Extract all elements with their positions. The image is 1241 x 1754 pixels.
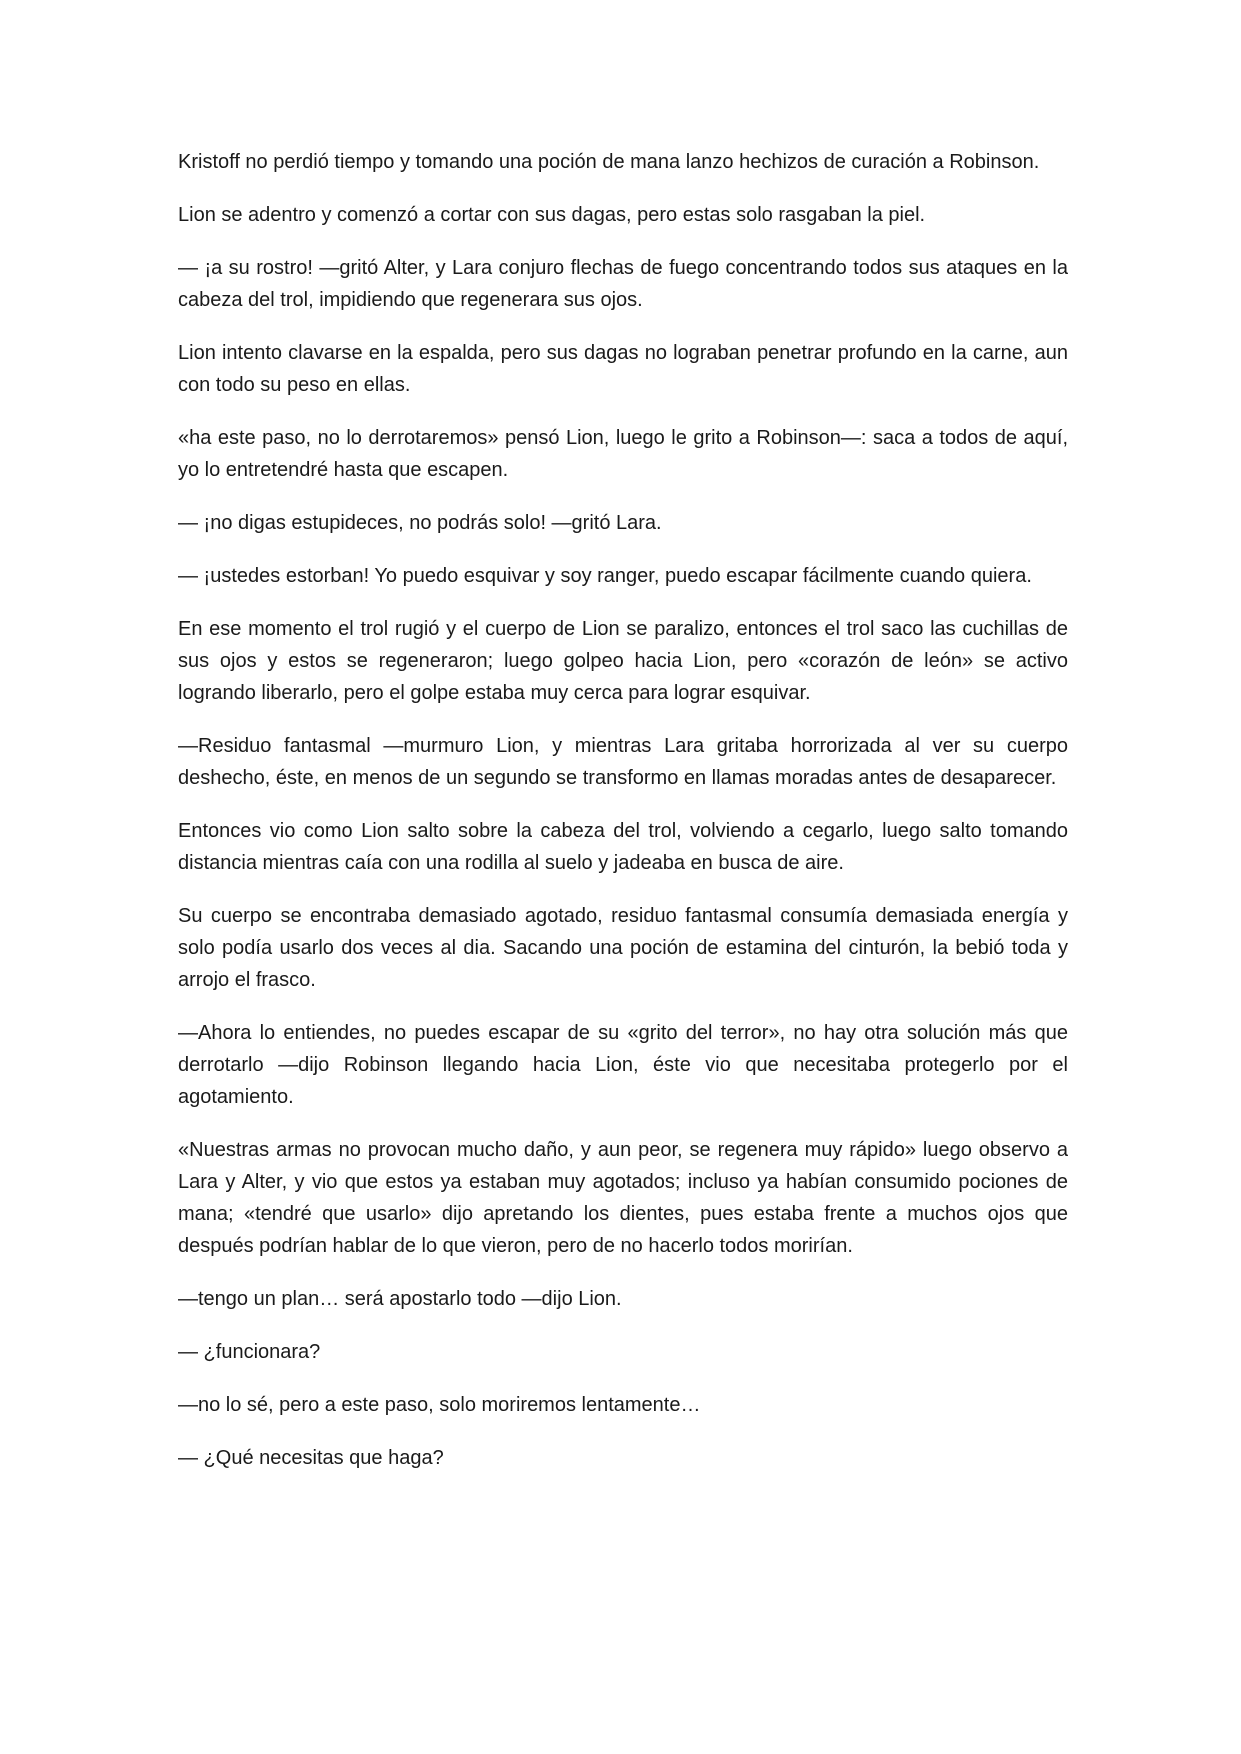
paragraph: Lion se adentro y comenzó a cortar con sus dagas, pero estas solo rasgaban la piel.	[178, 204, 926, 226]
document-page	[178, 146, 1068, 1495]
paragraph: Entonces vio como Lion salto sobre la cabeza del trol, volviendo a cegarlo, luego salto tomando distancia mientras caía con una rodilla al suelo y jadeaba en busca de aire.	[178, 820, 1068, 874]
paragraph: Kristoff no perdió tiempo y tomando una poción de mana lanzo hechizos de curación a Robinson.	[178, 151, 1040, 173]
paragraph: —no lo sé, pero a este paso, solo moriremos lentamente…	[178, 1394, 701, 1416]
paragraph: «ha este paso, no lo derrotaremos» pensó Lion, luego le grito a Robinson—: saca a todos de aquí, yo lo entretendré hasta que escapen.	[178, 427, 1068, 481]
paragraph: — ¡a su rostro! —gritó Alter, y Lara conjuro flechas de fuego concentrando todos sus ataques en la cabeza del trol, impidiendo que regenerara sus ojos.	[178, 257, 1068, 311]
paragraph: En ese momento el trol rugió y el cuerpo de Lion se paralizo, entonces el trol saco las cuchillas de sus ojos y estos se regeneraron; luego golpeo hacia Lion, pero «corazón de león» se activo logrando liberarlo, pero el golpe estaba muy cerca para lograr esquivar.	[178, 618, 1068, 704]
paragraph: — ¡ustedes estorban! Yo puedo esquivar y soy ranger, puedo escapar fácilmente cuando quiera.	[178, 565, 1032, 587]
paragraph: Su cuerpo se encontraba demasiado agotado, residuo fantasmal consumía demasiada energía y solo podía usarlo dos veces al dia. Sacando una poción de estamina del cinturón, la bebió toda y arrojo el frasco.	[178, 905, 1068, 991]
paragraph: — ¡no digas estupideces, no podrás solo! —gritó Lara.	[178, 512, 662, 534]
paragraph: Lion intento clavarse en la espalda, pero sus dagas no lograban penetrar profundo en la carne, aun con todo su peso en ellas.	[178, 342, 1068, 396]
paragraph: «Nuestras armas no provocan mucho daño, y aun peor, se regenera muy rápido» luego observo a Lara y Alter, y vio que estos ya estaban muy agotados; incluso ya habían consumido pociones de mana; «tendré que usarlo» dijo apretando los dientes, pues estaba frente a muchos ojos que después podrían hablar de lo que vieron, pero de no hacerlo todos morirían.	[178, 1139, 1068, 1257]
paragraph: —tengo un plan… será apostarlo todo —dijo Lion.	[178, 1288, 622, 1310]
paragraph: — ¿Qué necesitas que haga?	[178, 1447, 444, 1469]
paragraph: —Ahora lo entiendes, no puedes escapar de su «grito del terror», no hay otra solución más que derrotarlo —dijo Robinson llegando hacia Lion, éste vio que necesitaba protegerlo por el agotamiento.	[178, 1022, 1068, 1108]
paragraph: —Residuo fantasmal —murmuro Lion, y mientras Lara gritaba horrorizada al ver su cuerpo deshecho, éste, en menos de un segundo se transformo en llamas moradas antes de desaparecer.	[178, 735, 1068, 789]
paragraph: — ¿funcionara?	[178, 1341, 321, 1363]
